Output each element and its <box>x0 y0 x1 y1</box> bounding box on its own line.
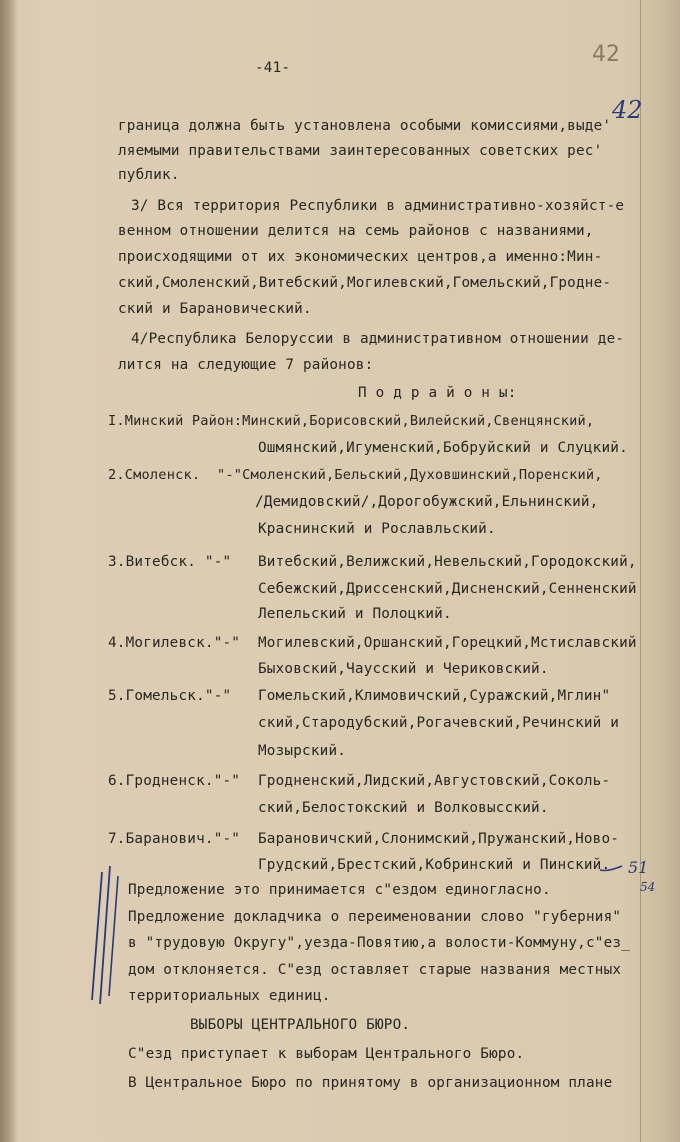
margin-stroke <box>600 866 622 871</box>
district-5-line-1: Гомельский,Климовичский,Суражский,Мглин" <box>258 688 611 704</box>
section-heading: ВЫБОРЫ ЦЕНТРАЛЬНОГО БЮРО. <box>190 1017 411 1033</box>
text-line-3: публик. <box>118 167 180 183</box>
text-line-8: ский и Барановический. <box>118 301 312 317</box>
district-7-line-1: Барановичский,Слонимский,Пружанский,Ново- <box>258 831 620 847</box>
district-6-line-2: ский,Белостокский и Волковысский. <box>258 800 549 816</box>
district-4-line-1: Могилевский,Оршанский,Горецкий,Мстиславский <box>258 635 637 651</box>
subdistricts-heading: П о д р а й о н ы: <box>358 385 517 401</box>
text-line-election-2: В Центральное Бюро по принятому в организационном плане <box>128 1075 613 1091</box>
district-1-line-1: I.Минский Район:Минский,Борисовский,Вилейский,Свенцянский, <box>108 413 595 429</box>
text-line-election-1: С"езд приступает к выборам Центрального Бюро. <box>128 1046 525 1062</box>
page-number: -41- <box>255 60 291 76</box>
text-line-9: 4/Республика Белоруссии в административном отношении де- <box>131 331 625 347</box>
district-6-name: 6.Гродненск."-" <box>108 773 241 789</box>
text-line-1: граница должна быть установлена особыми комиссиями,выде' <box>118 118 612 134</box>
district-6-line-1: Гродненский,Лидский,Августовский,Соколь- <box>258 773 611 789</box>
district-3-line-1: Витебский,Велижский,Невельский,Городокский, <box>258 554 637 570</box>
margin-vertical-stroke-1 <box>92 872 102 1000</box>
district-4-name: 4.Могилевск."-" <box>108 635 241 651</box>
text-line-6: происходящими от их экономических центров,а именно:Мин- <box>118 249 603 265</box>
margin-note-bottom: 54 <box>640 880 656 894</box>
text-line-accepted: Предложение это принимается с"ездом единогласно. <box>128 882 551 898</box>
district-5-line-3: Мозырский. <box>258 743 347 759</box>
district-4-line-2: Быховский,Чаусский и Чериковский. <box>258 661 549 677</box>
district-3-line-3: Лепельский и Полоцкий. <box>258 606 452 622</box>
archive-folio: 42 <box>612 96 643 124</box>
district-2-line-2: /Демидовский/,Дорогобужский,Ельнинский, <box>255 494 599 510</box>
text-line-2: ляемыми правительствами заинтересованных советских рес' <box>118 143 603 159</box>
margin-vertical-stroke-3 <box>109 876 118 996</box>
district-1-line-2: Ошмянский,Игуменский,Бобруйский и Слуцкий. <box>258 440 628 456</box>
district-2-line-3: Краснинский и Рославльский. <box>258 521 496 537</box>
district-2-line-1: 2.Смоленск. "-"Смоленский,Бельский,Духовшинский,Поренский, <box>108 467 603 483</box>
district-5-line-2: ский,Стародубский,Рогачевский,Речинский и <box>258 715 620 731</box>
margin-note-top: 51 <box>628 858 649 877</box>
text-line-proposal-1: Предложение докладчика о переименовании слово "губерния" <box>128 909 622 925</box>
text-line-4: 3/ Вся территория Республики в административно-хозяйст-е <box>131 198 625 214</box>
district-3-line-2: Себежский,Дриссенский,Дисненский,Сенненский <box>258 581 637 597</box>
district-7-line-2: Грудский,Брестский,Кобринский и Пинский. <box>258 857 611 873</box>
district-3-name: 3.Витебск. "-" <box>108 554 232 570</box>
district-5-name: 5.Гомельск."-" <box>108 688 232 704</box>
text-line-7: ский,Смоленский,Витебский,Могилевский,Гомельский,Гродне- <box>118 275 612 291</box>
text-line-proposal-4: территориальных единиц. <box>128 988 331 1004</box>
text-line-5: венном отношении делится на семь районов с названиями, <box>118 223 594 239</box>
district-7-name: 7.Баранович."-" <box>108 831 241 847</box>
text-line-proposal-3: дом отклоняется. С"езд оставляет старые названия местных <box>128 962 622 978</box>
text-line-10: лится на следующие 7 районов: <box>118 357 374 373</box>
archive-folio-old: 42 <box>592 42 620 67</box>
text-line-proposal-2: в "трудовую Округу",уезда-Повятию,а волости-Коммуну,с"ез_ <box>128 935 631 951</box>
